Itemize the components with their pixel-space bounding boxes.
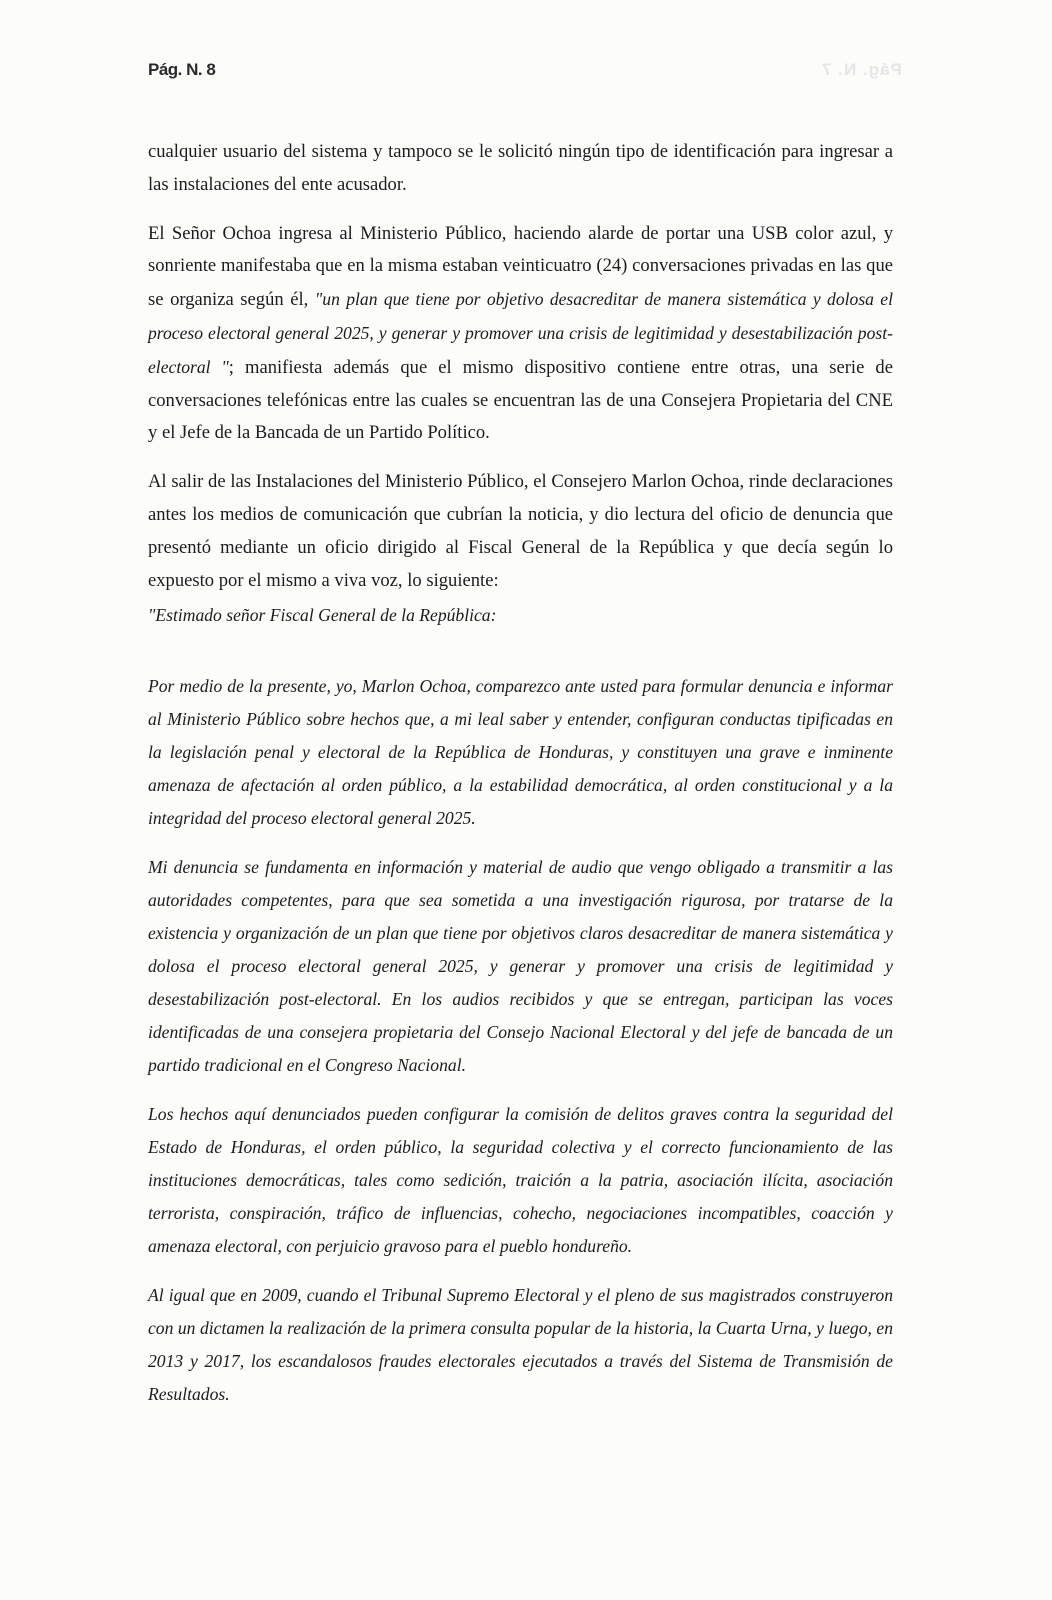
letter-paragraph: Por medio de la presente, yo, Marlon Ochoa, comparezco ante usted para formular denuncia e informar al Ministerio Público sobre hechos que, a mi leal saber y entender, configuran conductas tipificadas en la legislación penal y electoral de la República de Honduras, y constituyen una grave e inminente amenaza de afectación al orden público, a la estabilidad democrática, al orden constitucional y a la integridad del proceso electoral general 2025. xyxy=(148,676,893,829)
paragraph-text: El Señor Ochoa ingresa al Ministerio Público, haciendo alarde de portar una USB color azul, y sonriente manifestaba que en la misma estaban veinticuatro (24) conversaciones privadas en las que se organiza según él, xyxy=(148,222,893,311)
bleed-through-page-number: Pág. N. 7 xyxy=(821,60,902,79)
letter-paragraph: Mi denuncia se fundamenta en información y material de audio que vengo obligado a transmitir a las autoridades competentes, para que sea sometida a una investigación rigurosa, por tratarse de la existencia y organización de un plan que tiene por objetivos claros desacreditar de manera sistemática y dolosa el proceso electoral general 2025, y generar y promover una crisis de legitimidad y desestabilización post-electoral. En los audios recibidos y que se entregan, participan las voces identificadas de una consejera propietaria del Consejo Nacional Electoral y del jefe de bancada de un partido tradicional en el Congreso Nacional. xyxy=(148,857,893,1076)
paragraph-usb-statement xyxy=(148,218,893,451)
paragraph-text: ; manifiesta además que el mismo dispositivo contiene entre otras, una serie de conversaciones telefónicas entre las cuales se encuentran las de una Consejera Propietaria del CNE y el Jefe de la Bancada de un Partido Político. xyxy=(148,356,893,444)
letter-salutation: "Estimado señor Fiscal General de la República: xyxy=(148,605,497,626)
page-number-header: Pág. N. 8 xyxy=(148,60,216,79)
document-body xyxy=(148,136,893,1427)
paragraph-continuation: cualquier usuario del sistema y tampoco se le solicitó ningún tipo de identificación para ingresar a las instalaciones del ente acusador. xyxy=(148,141,893,195)
letter-paragraph: Al igual que en 2009, cuando el Tribunal Supremo Electoral y el pleno de sus magistrados construyeron con un dictamen la realización de la primera consulta popular de la historia, la Cuarta Urna, y luego, en 2013 y 2017, los escandalosos fraudes electorales ejecutados a través del Sistema de Transmisión de Resultados. xyxy=(148,1285,893,1405)
letter-paragraph: Los hechos aquí denunciados pueden configurar la comisión de delitos graves contra la seguridad del Estado de Honduras, el orden público, la seguridad colectiva y el correcto funcionamiento de las instituciones democráticas, tales como sedición, traición a la patria, asociación ilícita, asociación terrorista, conspiración, tráfico de influencias, cohecho, negociaciones incompatibles, coacción y amenaza electoral, con perjuicio gravoso para el pueblo hondureño. xyxy=(148,1104,893,1257)
paragraph-declarations: Al salir de las Instalaciones del Ministerio Público, el Consejero Marlon Ochoa, rinde declaraciones antes los medios de comunicación que cubrían la noticia, y dio lectura del oficio de denuncia que presentó mediante un oficio dirigido al Fiscal General de la República y que decía según lo expuesto por el mismo a viva voz, lo siguiente: xyxy=(148,471,893,591)
quoted-statement: "un plan que tiene por objetivo desacreditar de manera sistemática y dolosa el proceso electoral general 2025, y generar y promover una crisis de legitimidad y desestabilización post-electoral " xyxy=(148,289,893,377)
